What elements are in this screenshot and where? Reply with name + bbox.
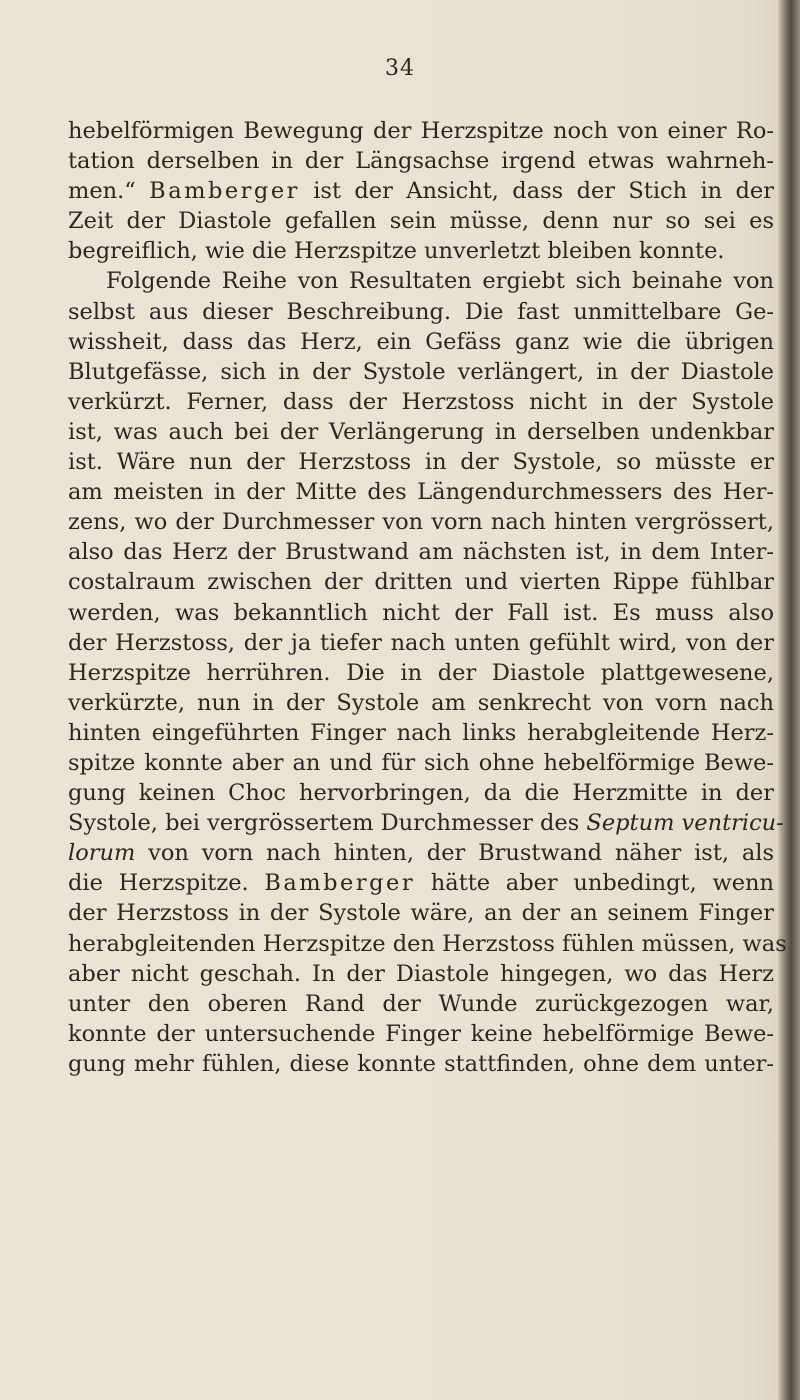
text-line <box>68 1049 774 1079</box>
text-line <box>68 387 774 417</box>
text-line <box>68 477 774 507</box>
text-run: die Herzspitze. <box>68 870 265 897</box>
text-run: spitze konnte aber an und für sich ohne hebelförmige Bewe- <box>68 749 774 776</box>
text-run: unter den oberen Rand der Wunde zurückgezogen war, <box>68 990 774 1017</box>
text-run: werden, was bekanntlich nicht der Fall ist. Es muss also <box>68 599 774 626</box>
text-run: Blutgefässe, sich in der Systole verlängert, in der Diastole <box>68 358 774 385</box>
text-run: von vorn nach hinten, der Brustwand näher ist, als <box>135 840 774 867</box>
text-line <box>68 1019 774 1049</box>
person-name: Bamberger <box>149 178 300 205</box>
text-line <box>68 507 774 537</box>
text-run: aber nicht geschah. In der Diastole hingegen, wo das Herz <box>68 960 774 987</box>
book-gutter <box>778 0 800 1400</box>
text-line <box>68 357 774 387</box>
text-run: hinten eingeführten Finger nach links herabgleitende Herz- <box>68 719 774 746</box>
text-run: hätte aber unbedingt, wenn <box>415 870 774 897</box>
text-run: zens, wo der Durchmesser von vorn nach hinten vergrössert, <box>68 509 774 536</box>
text-run: Herzspitze herrühren. Die in der Diastole plattgewesene, <box>68 659 774 686</box>
text-run: selbst aus dieser Beschreibung. Die fast unmittelbare Ge- <box>68 298 774 325</box>
text-line <box>68 266 774 296</box>
body-text <box>68 116 787 1079</box>
text-line <box>68 146 774 176</box>
text-line <box>68 567 774 597</box>
text-run: verkürzt. Ferner, dass der Herzstoss nicht in der Systole <box>68 388 774 415</box>
latin-term: Septum ventricu- <box>586 810 784 837</box>
text-run: Systole, bei vergrössertem Durchmesser des <box>68 810 587 837</box>
text-run: konnte der untersuchende Finger keine hebelförmige Bewe- <box>68 1020 774 1047</box>
text-run: wissheit, dass das Herz, ein Gefäss ganz wie die übrigen <box>68 328 774 355</box>
text-line <box>68 327 774 357</box>
text-line <box>68 116 774 146</box>
text-line <box>68 537 774 567</box>
text-line <box>68 297 774 327</box>
text-line <box>68 718 774 748</box>
text-line <box>68 959 774 989</box>
text-run: gung mehr fühlen, diese konnte stattfinden, ohne dem unter- <box>68 1050 774 1077</box>
text-line <box>68 236 774 266</box>
text-line <box>68 628 774 658</box>
person-name: Bamberger <box>264 870 416 897</box>
text-line <box>68 206 774 236</box>
text-line <box>68 176 774 206</box>
text-run: verkürzte, nun in der Systole am senkrecht von vorn nach <box>68 689 774 716</box>
text-line <box>68 688 774 718</box>
text-run: tation derselben in der Längsachse irgend etwas wahrneh- <box>68 148 774 175</box>
text-line <box>68 929 787 959</box>
text-line <box>68 808 784 838</box>
text-run: also das Herz der Brustwand am nächsten ist, in dem Inter- <box>68 539 774 566</box>
text-run: ist der Ansicht, dass der Stich in der <box>299 178 774 205</box>
page-number: 34 <box>385 56 415 81</box>
latin-term: lorum <box>68 840 136 867</box>
text-run: herabgleitenden Herzspitze den Herzstoss fühlen müssen, was <box>68 930 787 957</box>
text-run: men.“ <box>68 178 150 205</box>
text-run: hebelförmigen Bewegung der Herzspitze noch von einer Ro- <box>68 118 774 144</box>
text-run: Folgende Reihe von Resultaten ergiebt sich beinahe von <box>106 268 774 295</box>
text-line <box>68 898 774 928</box>
text-line <box>68 598 774 628</box>
text-line <box>68 417 774 447</box>
text-line <box>68 748 774 778</box>
text-line <box>68 868 774 898</box>
text-line <box>68 447 774 477</box>
text-run: gung keinen Choc hervorbringen, da die Herzmitte in der <box>68 780 774 807</box>
text-run: begreiflich, wie die Herzspitze unverletzt bleiben konnte. <box>68 238 725 265</box>
text-run: der Herzstoss, der ja tiefer nach unten gefühlt wird, von der <box>68 629 774 656</box>
text-run: costalraum zwischen der dritten und vierten Rippe fühlbar <box>68 569 774 596</box>
text-line <box>68 838 774 868</box>
text-line <box>68 658 774 688</box>
text-run: der Herzstoss in der Systole wäre, an der an seinem Finger <box>68 900 774 927</box>
text-run: ist. Wäre nun der Herzstoss in der Systole, so müsste er <box>68 449 774 476</box>
text-line <box>68 778 774 808</box>
text-line <box>68 989 774 1019</box>
text-run: am meisten in der Mitte des Längendurchmessers des Her- <box>68 479 774 506</box>
text-run: ist, was auch bei der Verlängerung in derselben undenkbar <box>68 418 774 445</box>
text-run: Zeit der Diastole gefallen sein müsse, denn nur so sei es <box>68 208 774 235</box>
